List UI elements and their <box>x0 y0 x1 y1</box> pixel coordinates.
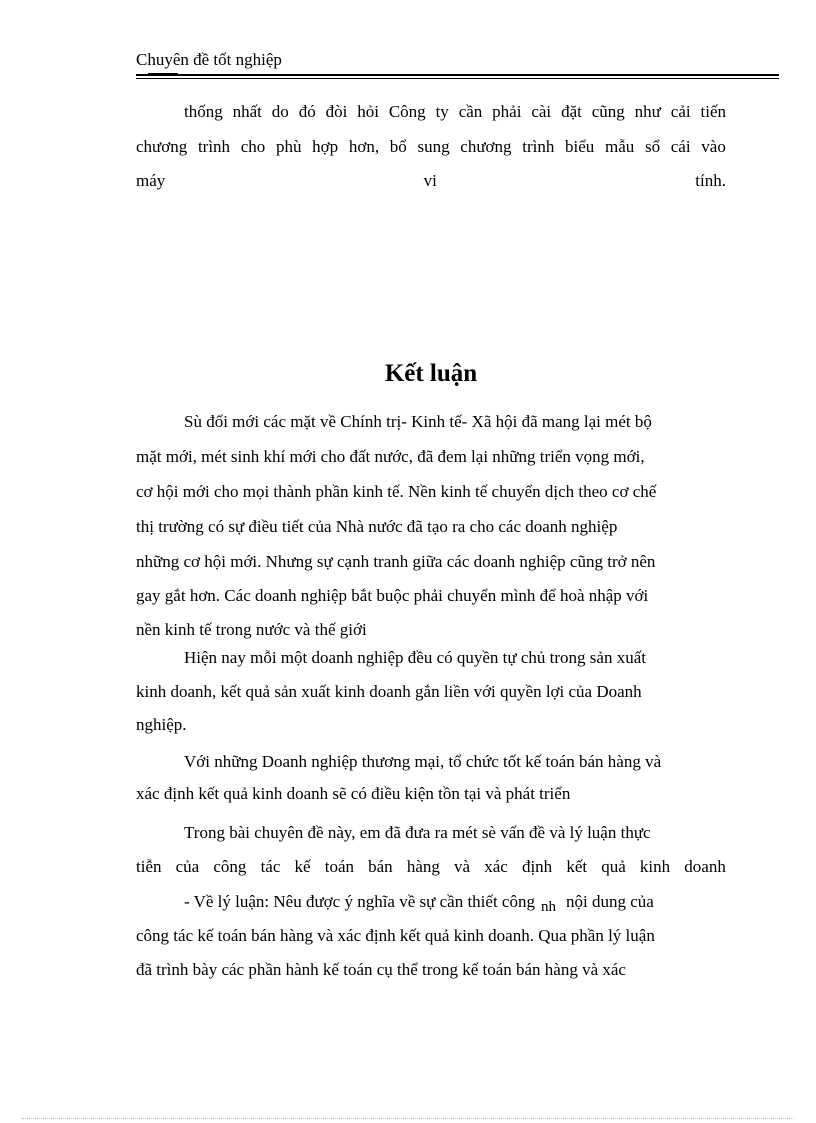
p2-line-3: nghiệp. <box>136 715 187 734</box>
p5-line-1 <box>184 884 726 921</box>
p5-line-1-subscript: nh <box>540 899 556 915</box>
p1-line-7: nền kinh tế trong nước và thế giới <box>136 620 367 639</box>
p5-line-1-part-a: - Về lý luận: Nêu được ý nghĩa về sự cần thiết công <box>184 892 535 911</box>
footer-divider <box>22 1118 794 1119</box>
intro-line-3 <box>136 163 726 198</box>
section-title: Kết luận <box>384 360 478 387</box>
p5-line-1-part-b: nội dung của <box>565 892 654 911</box>
p3-line-1: Với những Doanh nghiệp thương mại, tổ chức tốt kế toán bán hàng và <box>184 752 662 771</box>
p2-line-1: Hiện nay mỗi một doanh nghiệp đều có quyền tự chủ trong sản xuất <box>184 648 646 667</box>
p4-line-1: Trong bài chuyên đề này, em đã đưa ra mét sè vấn đề và lý luận thực <box>184 823 651 842</box>
header-rule-thin <box>136 78 779 79</box>
p5-line-2: công tác kế toán bán hàng và xác định kết quả kinh doanh. Qua phần lý luận <box>136 926 655 945</box>
p2-line-2: kinh doanh, kết quả sản xuất kinh doanh gắn liền với quyền lợi của Doanh <box>136 682 642 701</box>
intro-line-1: thống nhất do đó đòi hỏi Công ty cần phải cài đặt cũng như cải tiến <box>184 102 726 121</box>
intro-line-2: chương trình cho phù hợp hơn, bổ sung chương trình biểu mẫu sổ cái vào <box>136 137 726 156</box>
p1-line-4: thị trường có sự điều tiết của Nhà nước đã tạo ra cho các doanh nghiệp <box>136 517 618 536</box>
header-title: Chuyên đề tốt nghiệp <box>136 50 282 69</box>
p1-line-1: Sù đổi mới các mặt về Chính trị- Kinh tế- Xã hội đã mang lại mét bộ <box>184 412 652 431</box>
p1-line-6: gay gắt hơn. Các doanh nghiệp bắt buộc phải chuyển mình để hoà nhập với <box>136 586 649 605</box>
p1-line-3: cơ hội mới cho mọi thành phần kinh tế. Nền kinh tế chuyển dịch theo cơ chế <box>136 482 657 501</box>
header-rule-thick <box>136 74 779 76</box>
p5-line-3: đã trình bày các phần hành kế toán cụ thể trong kế toán bán hàng và xác <box>136 960 626 979</box>
p3-line-2: xác định kết quả kinh doanh sẽ có điều kiện tồn tại và phát triển <box>136 784 571 803</box>
intro-word: tính. <box>695 171 726 190</box>
p1-line-2: mặt mới, mét sinh khí mới cho đất nước, đã đem lại những triển vọng mới, <box>136 447 645 466</box>
intro-word: máy <box>136 171 166 190</box>
intro-word: vi <box>423 171 437 190</box>
p4-line-2: tiễn của công tác kế toán bán hàng và xác định kết quả kinh doanh <box>136 857 726 876</box>
p1-line-5: những cơ hội mới. Nhưng sự cạnh tranh giữa các doanh nghiệp cũng trở nên <box>136 552 656 571</box>
